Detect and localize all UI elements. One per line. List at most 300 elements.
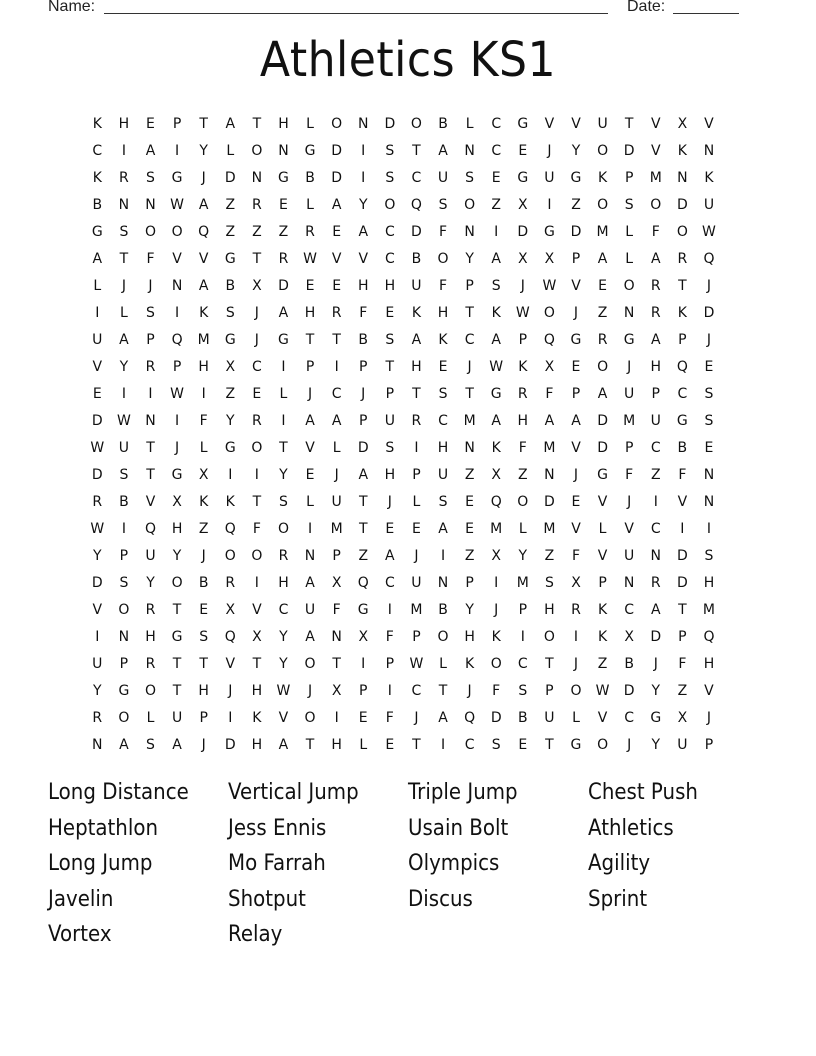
grid-cell[interactable]: Z <box>225 386 236 402</box>
grid-cell[interactable]: G <box>171 629 183 645</box>
grid-cell[interactable]: H <box>384 278 396 294</box>
grid-cell[interactable]: Y <box>225 413 235 429</box>
grid-cell[interactable]: P <box>704 737 714 753</box>
grid-cell[interactable]: Z <box>491 197 501 213</box>
grid-cell[interactable]: V <box>571 116 581 132</box>
grid-cell[interactable]: I <box>494 575 499 591</box>
grid-cell[interactable]: H <box>437 440 449 456</box>
grid-cell[interactable]: S <box>491 737 501 753</box>
grid-cell[interactable]: P <box>571 386 581 402</box>
grid-cell[interactable]: A <box>119 332 129 348</box>
grid-cell[interactable]: F <box>252 521 261 537</box>
grid-cell[interactable]: U <box>92 656 103 672</box>
grid-cell[interactable]: V <box>225 656 236 672</box>
grid-cell[interactable]: R <box>411 413 422 429</box>
grid-cell[interactable]: E <box>438 359 448 375</box>
grid-cell[interactable]: W <box>170 386 184 402</box>
grid-cell[interactable]: I <box>95 629 100 645</box>
grid-cell[interactable]: V <box>358 251 369 267</box>
grid-cell[interactable]: T <box>252 251 262 267</box>
grid-cell[interactable]: A <box>438 710 448 726</box>
grid-cell[interactable]: I <box>334 710 339 726</box>
grid-cell[interactable]: T <box>146 440 155 456</box>
grid-cell[interactable]: A <box>331 197 342 213</box>
grid-cell[interactable]: H <box>198 683 209 699</box>
grid-cell[interactable]: M <box>516 575 529 591</box>
grid-cell[interactable]: D <box>91 575 103 591</box>
grid-cell[interactable]: J <box>467 683 472 699</box>
grid-cell[interactable]: I <box>148 386 153 402</box>
grid-cell[interactable]: R <box>517 386 528 402</box>
grid-cell[interactable]: R <box>145 656 156 672</box>
grid-cell[interactable]: F <box>438 278 448 294</box>
grid-cell[interactable]: A <box>597 251 608 267</box>
grid-cell[interactable]: P <box>359 413 368 429</box>
grid-cell[interactable]: Y <box>279 467 288 483</box>
grid-cell[interactable]: I <box>254 467 259 483</box>
grid-cell[interactable]: V <box>571 440 581 456</box>
grid-cell[interactable]: G <box>357 602 369 618</box>
grid-cell[interactable]: N <box>304 548 316 564</box>
grid-cell[interactable]: I <box>121 143 126 159</box>
grid-cell[interactable]: L <box>226 143 235 159</box>
grid-cell[interactable]: G <box>623 332 635 348</box>
grid-cell[interactable]: X <box>331 683 342 699</box>
grid-cell[interactable]: A <box>544 413 555 429</box>
grid-cell[interactable]: C <box>278 602 289 618</box>
grid-cell[interactable]: O <box>570 683 582 699</box>
grid-cell[interactable]: Z <box>571 197 581 213</box>
grid-cell[interactable]: O <box>251 440 263 456</box>
grid-cell[interactable]: D <box>411 224 422 240</box>
grid-cell[interactable]: U <box>304 602 316 618</box>
grid-cell[interactable]: L <box>598 521 607 537</box>
grid-cell[interactable]: R <box>278 251 289 267</box>
grid-cell[interactable]: D <box>676 197 688 213</box>
grid-cell[interactable]: E <box>598 278 607 294</box>
grid-cell[interactable]: Z <box>464 548 475 564</box>
grid-cell[interactable]: V <box>597 494 608 510</box>
grid-cell[interactable]: K <box>677 305 687 321</box>
grid-cell[interactable]: O <box>676 224 688 240</box>
grid-cell[interactable]: B <box>358 332 369 348</box>
grid-cell[interactable]: I <box>228 467 233 483</box>
grid-cell[interactable]: Q <box>703 251 715 267</box>
grid-cell[interactable]: H <box>304 305 316 321</box>
grid-cell[interactable]: P <box>119 656 129 672</box>
grid-cell[interactable]: E <box>92 386 102 402</box>
grid-cell[interactable]: O <box>251 143 263 159</box>
grid-cell[interactable]: L <box>412 494 421 510</box>
grid-cell[interactable]: T <box>412 143 421 159</box>
grid-cell[interactable]: I <box>440 548 446 564</box>
grid-cell[interactable]: I <box>175 305 180 321</box>
grid-cell[interactable]: I <box>175 413 180 429</box>
grid-cell[interactable]: Z <box>198 521 209 537</box>
grid-cell[interactable]: I <box>334 359 339 375</box>
grid-cell[interactable]: P <box>624 440 634 456</box>
grid-cell[interactable]: I <box>121 521 126 537</box>
grid-cell[interactable]: A <box>119 737 129 753</box>
grid-cell[interactable]: N <box>145 413 156 429</box>
grid-cell[interactable]: B <box>305 170 315 186</box>
grid-cell[interactable]: G <box>118 683 130 699</box>
grid-cell[interactable]: J <box>627 359 632 375</box>
grid-cell[interactable]: K <box>704 170 714 186</box>
grid-cell[interactable]: N <box>278 143 289 159</box>
grid-cell[interactable]: V <box>571 521 581 537</box>
grid-cell[interactable]: L <box>359 737 368 753</box>
grid-cell[interactable]: A <box>597 386 608 402</box>
grid-cell[interactable]: E <box>332 224 342 240</box>
grid-cell[interactable]: P <box>385 656 395 672</box>
grid-cell[interactable]: Q <box>224 629 236 645</box>
grid-cell[interactable]: I <box>387 602 392 618</box>
grid-cell[interactable]: C <box>384 224 395 240</box>
grid-cell[interactable]: K <box>199 305 209 321</box>
grid-cell[interactable]: C <box>411 170 422 186</box>
grid-cell[interactable]: O <box>543 629 555 645</box>
grid-cell[interactable]: D <box>331 170 343 186</box>
grid-cell[interactable]: G <box>570 737 582 753</box>
grid-cell[interactable]: N <box>623 305 635 321</box>
grid-cell[interactable]: F <box>518 440 527 456</box>
grid-cell[interactable]: O <box>464 197 476 213</box>
grid-cell[interactable]: P <box>651 386 660 402</box>
grid-cell[interactable]: C <box>650 440 661 456</box>
grid-cell[interactable]: Y <box>518 548 528 564</box>
grid-cell[interactable]: U <box>650 413 661 429</box>
grid-cell[interactable]: S <box>704 413 714 429</box>
grid-cell[interactable]: X <box>491 548 501 564</box>
grid-cell[interactable]: Z <box>518 467 528 483</box>
grid-cell[interactable]: I <box>414 440 419 456</box>
grid-cell[interactable]: D <box>570 224 582 240</box>
grid-cell[interactable]: D <box>623 683 635 699</box>
grid-cell[interactable]: P <box>199 710 208 726</box>
grid-cell[interactable]: U <box>411 278 422 294</box>
grid-cell[interactable]: G <box>597 467 608 483</box>
grid-cell[interactable]: D <box>623 143 635 159</box>
grid-cell[interactable]: G <box>171 170 183 186</box>
grid-cell[interactable]: A <box>278 737 289 753</box>
grid-cell[interactable]: K <box>518 359 528 375</box>
grid-cell[interactable]: A <box>305 629 315 645</box>
grid-cell[interactable]: Q <box>490 494 502 510</box>
grid-cell[interactable]: E <box>385 521 395 537</box>
grid-cell[interactable]: S <box>491 278 501 294</box>
grid-cell[interactable]: S <box>119 575 129 591</box>
grid-cell[interactable]: D <box>676 548 688 564</box>
grid-cell[interactable]: J <box>254 332 259 348</box>
grid-cell[interactable]: Z <box>358 548 369 564</box>
grid-cell[interactable]: W <box>702 224 716 240</box>
grid-cell[interactable]: O <box>597 737 609 753</box>
grid-cell[interactable]: U <box>331 494 342 510</box>
grid-cell[interactable]: G <box>570 170 582 186</box>
grid-cell[interactable]: I <box>520 629 525 645</box>
grid-cell[interactable]: Z <box>650 467 661 483</box>
grid-cell[interactable]: Z <box>225 197 236 213</box>
grid-cell[interactable]: W <box>409 656 424 672</box>
grid-cell[interactable]: W <box>90 521 105 537</box>
grid-cell[interactable]: W <box>515 305 530 321</box>
grid-cell[interactable]: G <box>224 251 236 267</box>
grid-cell[interactable]: S <box>438 494 448 510</box>
grid-cell[interactable]: I <box>95 305 100 321</box>
grid-cell[interactable]: P <box>332 548 341 564</box>
grid-cell[interactable]: D <box>544 494 555 510</box>
grid-cell[interactable]: C <box>251 359 262 375</box>
grid-cell[interactable]: F <box>678 467 687 483</box>
grid-cell[interactable]: D <box>490 710 502 726</box>
grid-cell[interactable]: R <box>677 251 688 267</box>
grid-cell[interactable]: Y <box>465 602 474 618</box>
grid-cell[interactable]: Y <box>279 656 288 672</box>
grid-cell[interactable]: V <box>305 440 315 456</box>
grid-cell[interactable]: R <box>92 494 103 510</box>
grid-cell[interactable]: C <box>491 116 502 132</box>
grid-cell[interactable]: S <box>119 224 129 240</box>
grid-cell[interactable]: D <box>91 467 103 483</box>
grid-cell[interactable]: Y <box>279 629 288 645</box>
grid-cell[interactable]: H <box>251 683 263 699</box>
grid-cell[interactable]: E <box>279 197 288 213</box>
grid-cell[interactable]: U <box>544 170 555 186</box>
grid-cell[interactable]: B <box>517 710 528 726</box>
grid-cell[interactable]: G <box>517 170 529 186</box>
grid-cell[interactable]: O <box>118 602 130 618</box>
grid-cell[interactable]: J <box>121 278 126 294</box>
grid-cell[interactable]: X <box>172 494 182 510</box>
grid-cell[interactable]: N <box>464 143 475 159</box>
grid-cell[interactable]: P <box>624 170 634 186</box>
grid-cell[interactable]: R <box>571 602 581 618</box>
grid-cell[interactable]: P <box>119 548 129 564</box>
grid-cell[interactable]: G <box>224 332 236 348</box>
grid-cell[interactable]: V <box>278 710 289 726</box>
grid-cell[interactable]: M <box>543 521 556 537</box>
grid-cell[interactable]: J <box>201 170 206 186</box>
grid-cell[interactable]: Z <box>597 305 608 321</box>
name-field[interactable] <box>104 13 608 14</box>
grid-cell[interactable]: J <box>307 683 313 699</box>
grid-cell[interactable]: J <box>520 278 525 294</box>
grid-cell[interactable]: U <box>92 332 103 348</box>
grid-cell[interactable]: J <box>573 305 579 321</box>
grid-cell[interactable]: O <box>144 683 156 699</box>
grid-cell[interactable]: T <box>678 278 687 294</box>
grid-cell[interactable]: Q <box>198 224 210 240</box>
grid-cell[interactable]: T <box>172 602 182 618</box>
grid-cell[interactable]: X <box>544 251 555 267</box>
grid-cell[interactable]: M <box>490 521 503 537</box>
grid-cell[interactable]: A <box>278 305 289 321</box>
grid-cell[interactable]: K <box>252 710 262 726</box>
grid-cell[interactable]: V <box>704 683 714 699</box>
grid-cell[interactable]: E <box>411 521 421 537</box>
grid-cell[interactable]: P <box>678 332 687 348</box>
grid-cell[interactable]: B <box>198 575 209 591</box>
grid-cell[interactable]: O <box>410 116 422 132</box>
grid-cell[interactable]: J <box>573 467 579 483</box>
grid-cell[interactable]: D <box>703 305 715 321</box>
grid-cell[interactable]: T <box>412 737 421 753</box>
grid-cell[interactable]: D <box>650 629 662 645</box>
grid-cell[interactable]: O <box>331 116 343 132</box>
grid-cell[interactable]: B <box>225 278 236 294</box>
grid-cell[interactable]: S <box>704 548 714 564</box>
grid-cell[interactable]: S <box>704 386 714 402</box>
grid-cell[interactable]: T <box>146 467 155 483</box>
grid-cell[interactable]: C <box>491 143 502 159</box>
grid-cell[interactable]: N <box>251 170 263 186</box>
grid-cell[interactable]: T <box>172 656 182 672</box>
grid-cell[interactable]: E <box>199 602 209 618</box>
grid-cell[interactable]: A <box>198 278 209 294</box>
grid-cell[interactable]: H <box>703 656 715 672</box>
grid-cell[interactable]: A <box>358 467 369 483</box>
grid-cell[interactable]: M <box>197 332 210 348</box>
grid-cell[interactable]: N <box>357 116 369 132</box>
grid-cell[interactable]: K <box>438 332 448 348</box>
grid-cell[interactable]: C <box>624 710 635 726</box>
grid-cell[interactable]: S <box>438 197 448 213</box>
grid-cell[interactable]: Y <box>93 683 102 699</box>
grid-cell[interactable]: N <box>650 548 661 564</box>
grid-cell[interactable]: J <box>228 683 233 699</box>
grid-cell[interactable]: I <box>573 629 579 645</box>
grid-cell[interactable]: N <box>677 170 688 186</box>
grid-cell[interactable]: X <box>677 710 688 726</box>
grid-cell[interactable]: U <box>597 116 608 132</box>
grid-cell[interactable]: K <box>597 629 608 645</box>
grid-cell[interactable]: P <box>465 575 474 591</box>
grid-cell[interactable]: H <box>650 359 662 375</box>
grid-cell[interactable]: R <box>597 332 608 348</box>
grid-cell[interactable]: S <box>199 629 209 645</box>
grid-cell[interactable]: D <box>278 278 289 294</box>
grid-cell[interactable]: Y <box>199 143 208 159</box>
grid-cell[interactable]: L <box>625 251 634 267</box>
grid-cell[interactable]: W <box>276 683 291 699</box>
grid-cell[interactable]: W <box>170 197 184 213</box>
grid-cell[interactable]: X <box>225 359 236 375</box>
grid-cell[interactable]: X <box>677 116 688 132</box>
grid-cell[interactable]: Q <box>543 332 555 348</box>
grid-cell[interactable]: G <box>676 413 688 429</box>
grid-cell[interactable]: T <box>624 116 634 132</box>
grid-cell[interactable]: R <box>251 413 262 429</box>
grid-cell[interactable]: N <box>437 575 449 591</box>
grid-cell[interactable]: M <box>330 521 343 537</box>
grid-cell[interactable]: T <box>412 386 421 402</box>
grid-cell[interactable]: V <box>331 251 342 267</box>
grid-cell[interactable]: F <box>492 683 501 699</box>
grid-cell[interactable]: S <box>465 170 475 186</box>
grid-cell[interactable]: U <box>171 710 183 726</box>
grid-cell[interactable]: W <box>489 359 504 375</box>
grid-cell[interactable]: J <box>361 386 366 402</box>
grid-cell[interactable]: H <box>118 116 130 132</box>
grid-cell[interactable]: T <box>465 386 474 402</box>
grid-cell[interactable]: J <box>175 440 180 456</box>
grid-cell[interactable]: O <box>597 143 609 159</box>
grid-cell[interactable]: P <box>571 251 581 267</box>
grid-cell[interactable]: Q <box>144 521 156 537</box>
grid-cell[interactable]: Z <box>225 224 236 240</box>
grid-cell[interactable]: S <box>518 683 528 699</box>
grid-cell[interactable]: X <box>225 602 236 618</box>
grid-cell[interactable]: I <box>387 683 392 699</box>
grid-cell[interactable]: L <box>518 521 527 537</box>
grid-cell[interactable]: C <box>92 143 103 159</box>
grid-cell[interactable]: B <box>438 116 448 132</box>
grid-cell[interactable]: D <box>224 170 236 186</box>
grid-cell[interactable]: P <box>172 116 182 132</box>
grid-cell[interactable]: S <box>279 494 288 510</box>
grid-cell[interactable]: U <box>118 440 130 456</box>
grid-cell[interactable]: J <box>387 494 392 510</box>
grid-cell[interactable]: V <box>145 494 156 510</box>
grid-cell[interactable]: H <box>198 359 209 375</box>
grid-cell[interactable]: T <box>305 332 315 348</box>
grid-cell[interactable]: I <box>175 143 180 159</box>
grid-cell[interactable]: H <box>278 116 289 132</box>
grid-cell[interactable]: U <box>437 170 449 186</box>
grid-cell[interactable]: X <box>544 359 555 375</box>
grid-cell[interactable]: A <box>411 332 422 348</box>
grid-cell[interactable]: I <box>361 170 366 186</box>
grid-cell[interactable]: W <box>90 440 105 456</box>
grid-cell[interactable]: M <box>410 602 423 618</box>
grid-cell[interactable]: U <box>703 197 715 213</box>
grid-cell[interactable]: Z <box>677 683 688 699</box>
grid-cell[interactable]: N <box>464 224 475 240</box>
grid-cell[interactable]: D <box>224 737 236 753</box>
grid-cell[interactable]: J <box>414 548 419 564</box>
grid-cell[interactable]: P <box>385 386 395 402</box>
grid-cell[interactable]: A <box>305 413 315 429</box>
grid-cell[interactable]: S <box>385 332 395 348</box>
grid-cell[interactable]: N <box>544 467 555 483</box>
grid-cell[interactable]: Y <box>358 197 368 213</box>
grid-cell[interactable]: A <box>145 143 156 159</box>
grid-cell[interactable]: K <box>491 629 501 645</box>
grid-cell[interactable]: A <box>438 143 448 159</box>
grid-cell[interactable]: F <box>625 467 634 483</box>
grid-cell[interactable]: H <box>331 737 342 753</box>
grid-cell[interactable]: H <box>251 737 263 753</box>
grid-cell[interactable]: Y <box>93 548 102 564</box>
grid-cell[interactable]: Y <box>651 737 661 753</box>
grid-cell[interactable]: J <box>573 656 579 672</box>
grid-cell[interactable]: B <box>624 656 634 672</box>
grid-cell[interactable]: I <box>281 413 286 429</box>
grid-cell[interactable]: J <box>706 332 712 348</box>
grid-cell[interactable]: D <box>357 440 369 456</box>
grid-cell[interactable]: O <box>277 521 289 537</box>
grid-cell[interactable]: V <box>252 602 262 618</box>
grid-cell[interactable]: J <box>706 710 712 726</box>
grid-cell[interactable]: V <box>597 710 608 726</box>
grid-cell[interactable]: H <box>384 467 396 483</box>
grid-cell[interactable]: A <box>358 224 369 240</box>
grid-cell[interactable]: F <box>438 224 448 240</box>
grid-cell[interactable]: E <box>465 521 475 537</box>
grid-cell[interactable]: K <box>677 143 687 159</box>
date-field[interactable] <box>673 13 739 14</box>
